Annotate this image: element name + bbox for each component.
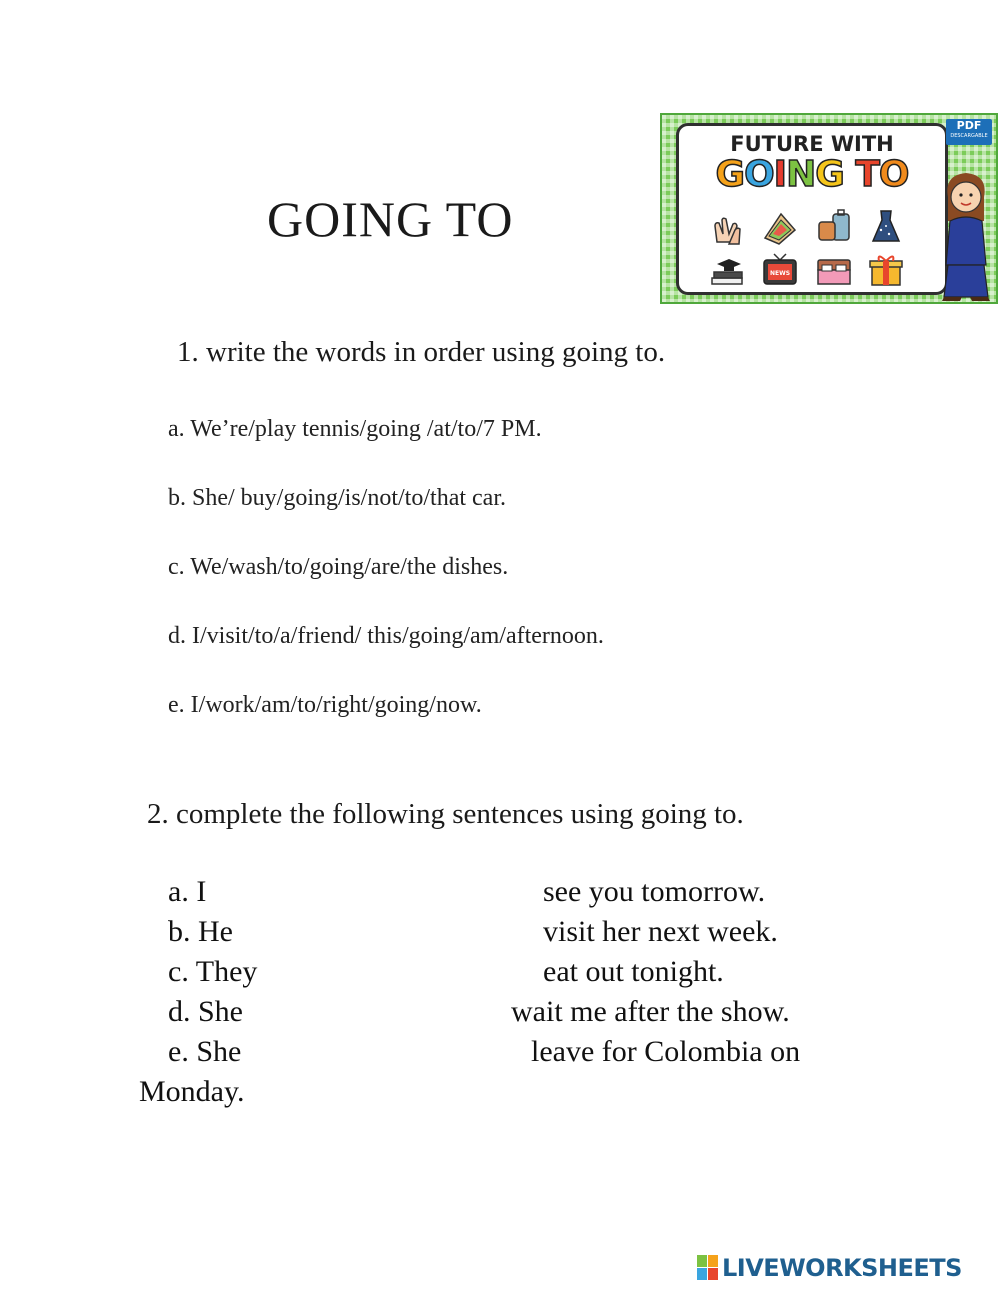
cover-letter: T — [855, 154, 879, 195]
cover-letter: I — [773, 154, 787, 195]
cover-letter — [844, 154, 856, 195]
bed-icon — [815, 254, 853, 290]
liveworksheets-logo — [697, 1253, 962, 1283]
sandwich-icon — [761, 210, 799, 246]
cover-image — [660, 113, 998, 304]
section2-item-c-start: c. They — [168, 955, 258, 988]
section2-item-d-start: d. She — [168, 995, 243, 1028]
cover-letter: G — [715, 154, 745, 195]
section2-item-d-end: wait me after the show. — [511, 995, 790, 1028]
section2-item-e-continuation: Monday. — [139, 1075, 245, 1108]
section1-heading: 1. write the words in order using going to. — [177, 336, 666, 368]
luggage-icon — [815, 208, 853, 244]
pdf-badge-bottom: DESCARGABLE — [950, 133, 988, 139]
cover-card — [676, 123, 948, 295]
section1-item-a: a. We’re/play tennis/going /at/to/7 PM. — [168, 416, 542, 442]
section2-item-e-start: e. She — [168, 1035, 242, 1068]
pdf-badge — [946, 119, 992, 145]
section2-item-b-start: b. He — [168, 915, 233, 948]
section2-heading: 2. complete the following sentences using going to. — [147, 798, 744, 830]
cover-letter: O — [744, 154, 774, 195]
books-graduation-icon — [709, 254, 747, 290]
news-tv-icon — [761, 252, 799, 288]
cover-title-line2 — [679, 154, 945, 195]
liveworksheets-logo-text: LIVEWORKSHEETS — [722, 1254, 962, 1282]
cover-letter: G — [815, 154, 844, 195]
section1-item-b: b. She/ buy/going/is/not/to/that car. — [168, 485, 506, 511]
dress-icon — [867, 208, 905, 244]
section2-item-b-end: visit her next week. — [543, 915, 778, 948]
cover-letter: O — [878, 154, 909, 195]
section1-item-e: e. I/work/am/to/right/going/now. — [168, 692, 482, 718]
section2-item-a-start: a. I — [168, 875, 207, 908]
section2-item-e-end: leave for Colombia on — [531, 1035, 801, 1068]
cover-title-line1: FUTURE WITH — [730, 132, 894, 156]
section2-item-a-end: see you tomorrow. — [543, 875, 766, 908]
cover-letter: N — [786, 154, 816, 195]
liveworksheets-logo-icon — [697, 1255, 719, 1281]
clapping-hands-icon — [709, 212, 747, 248]
news-label: NEWS — [769, 270, 791, 277]
section1-item-c: c. We/wash/to/going/are/the dishes. — [168, 554, 509, 580]
page-title: GOING TO — [267, 191, 514, 247]
section1-item-d: d. I/visit/to/a/friend/ this/going/am/afternoon. — [168, 623, 604, 649]
teacher-illustration — [934, 167, 998, 303]
pdf-badge-top: PDF — [956, 119, 982, 132]
section2-item-c-end: eat out tonight. — [543, 955, 724, 988]
gift-icon — [867, 252, 905, 288]
